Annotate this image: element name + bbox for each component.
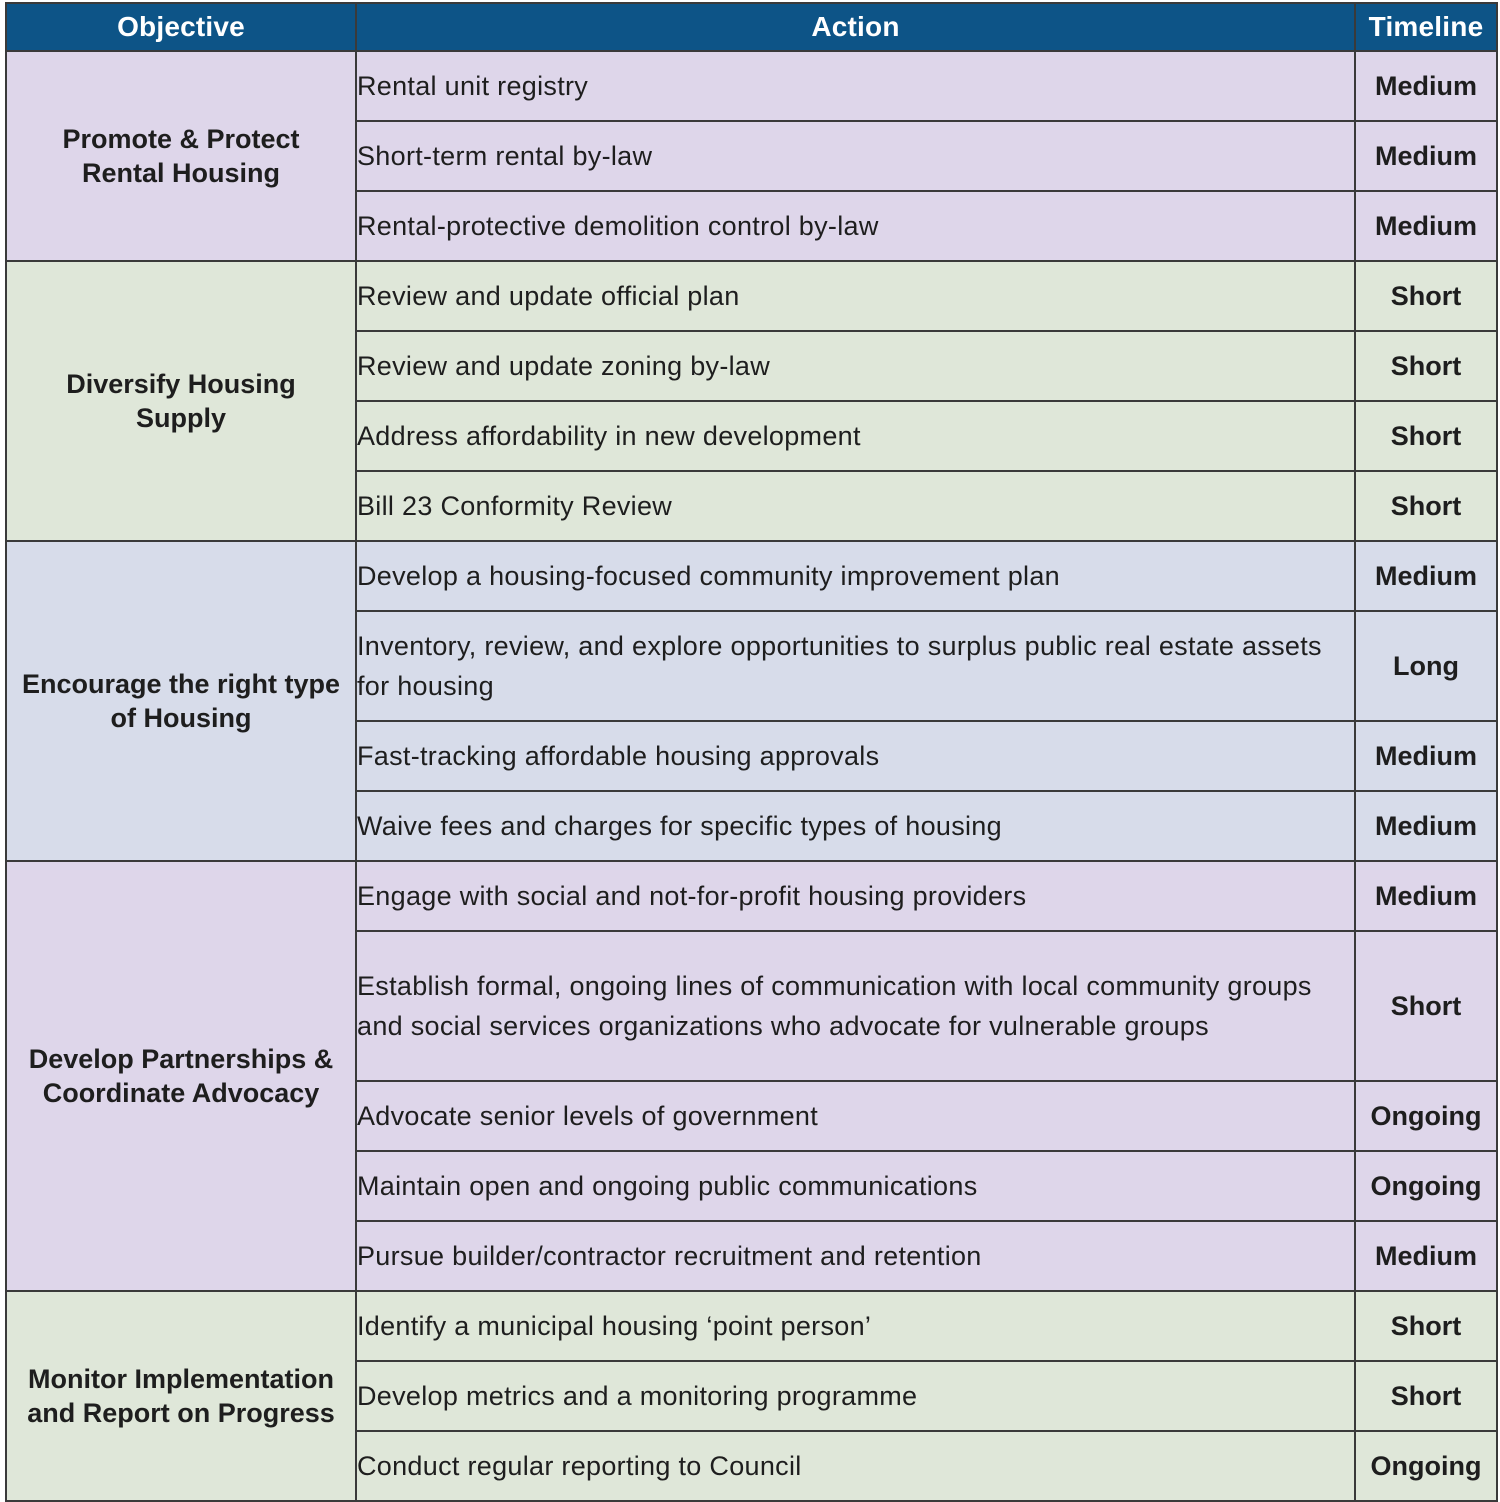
objective-label: Encourage the right type of Housing (21, 669, 341, 733)
objective-label: Promote & Protect Rental Housing (62, 124, 300, 188)
timeline-cell: Short (1355, 331, 1497, 401)
objective-cell (6, 861, 356, 1291)
table-row (6, 51, 1497, 121)
action-cell: Develop metrics and a monitoring programme (356, 1361, 1355, 1431)
timeline-cell: Long (1355, 611, 1497, 721)
timeline-cell: Short (1355, 1291, 1497, 1361)
action-cell: Bill 23 Conformity Review (356, 471, 1355, 541)
objective-cell (6, 1291, 356, 1501)
action-cell: Develop a housing-focused community improvement plan (356, 541, 1355, 611)
action-cell: Conduct regular reporting to Council (356, 1431, 1355, 1501)
action-cell: Review and update zoning by-law (356, 331, 1355, 401)
action-cell: Rental unit registry (356, 51, 1355, 121)
action-cell: Fast-tracking affordable housing approvals (356, 721, 1355, 791)
action-cell: Advocate senior levels of government (356, 1081, 1355, 1151)
header-timeline: Timeline (1355, 3, 1497, 51)
timeline-cell: Ongoing (1355, 1151, 1497, 1221)
table-header (6, 3, 1497, 51)
action-cell: Address affordability in new development (356, 401, 1355, 471)
action-cell: Pursue builder/contractor recruitment and retention (356, 1221, 1355, 1291)
timeline-cell: Medium (1355, 791, 1497, 861)
action-cell: Rental-protective demolition control by-law (356, 191, 1355, 261)
objective-cell (6, 541, 356, 861)
action-cell: Inventory, review, and explore opportunities to surplus public real estate assets for housing (356, 611, 1355, 721)
timeline-cell: Medium (1355, 721, 1497, 791)
action-plan-table (5, 2, 1498, 1502)
timeline-cell: Short (1355, 1361, 1497, 1431)
timeline-cell: Ongoing (1355, 1081, 1497, 1151)
table-row (6, 541, 1497, 611)
objective-label: Diversify Housing Supply (66, 369, 296, 433)
timeline-cell: Short (1355, 401, 1497, 471)
header-action: Action (356, 3, 1355, 51)
timeline-cell: Medium (1355, 541, 1497, 611)
timeline-cell: Medium (1355, 51, 1497, 121)
objective-cell (6, 261, 356, 541)
table-row (6, 861, 1497, 931)
action-cell: Short-term rental by-law (356, 121, 1355, 191)
action-cell: Establish formal, ongoing lines of communication with local community groups and social services organizations who advocate for vulnerable groups (356, 931, 1355, 1081)
objective-label: Develop Partnerships & Coordinate Advocacy (28, 1044, 334, 1108)
objective-label: Monitor Implementation and Report on Progress (27, 1364, 335, 1428)
timeline-cell: Short (1355, 261, 1497, 331)
table-row (6, 1291, 1497, 1361)
action-cell: Engage with social and not-for-profit housing providers (356, 861, 1355, 931)
action-cell: Maintain open and ongoing public communications (356, 1151, 1355, 1221)
timeline-cell: Medium (1355, 1221, 1497, 1291)
timeline-cell: Short (1355, 931, 1497, 1081)
timeline-cell: Medium (1355, 121, 1497, 191)
table-body (6, 51, 1497, 1501)
table-row (6, 261, 1497, 331)
timeline-cell: Short (1355, 471, 1497, 541)
timeline-cell: Medium (1355, 191, 1497, 261)
header-objective: Objective (6, 3, 356, 51)
timeline-cell: Medium (1355, 861, 1497, 931)
action-cell: Waive fees and charges for specific types of housing (356, 791, 1355, 861)
timeline-cell: Ongoing (1355, 1431, 1497, 1501)
action-cell: Identify a municipal housing ‘point person’ (356, 1291, 1355, 1361)
objective-cell (6, 51, 356, 261)
action-cell: Review and update official plan (356, 261, 1355, 331)
